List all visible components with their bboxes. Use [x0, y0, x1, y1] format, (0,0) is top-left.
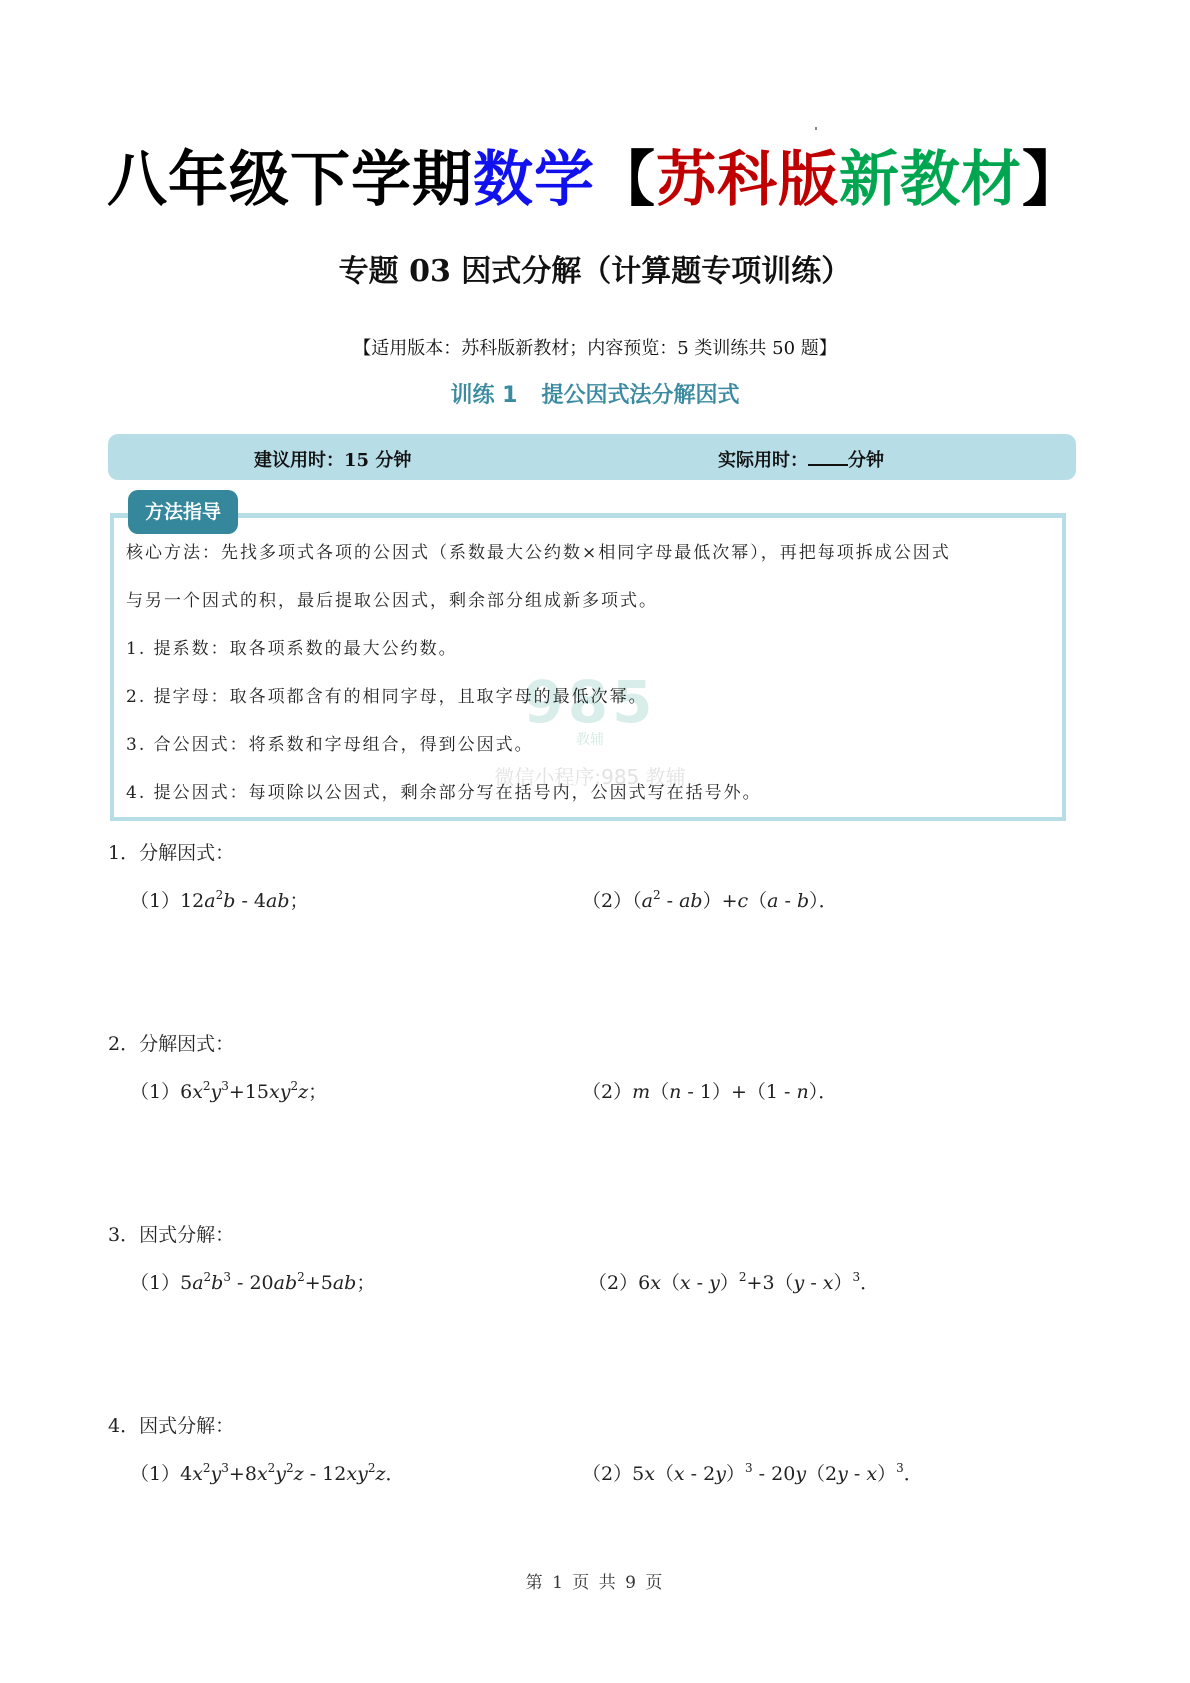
time-bar: [108, 434, 1076, 480]
method-step-2: 2. 提字母：取各项都含有的相同字母，且取字母的最低次幂。: [126, 687, 648, 707]
scope-note: 【适用版本：苏科版新教材；内容预览：5 类训练共 50 题】: [353, 338, 837, 359]
section-label: 训练 1: [450, 383, 518, 408]
method-step-3: 3. 合公因式：将系数和字母组合，得到公因式。: [126, 735, 534, 755]
part-label: （1）: [130, 1081, 181, 1103]
section-title: [0, 378, 1190, 409]
question-number: 1．: [108, 842, 140, 864]
question-2-part-2: [582, 1077, 837, 1104]
method-core-line-2: 与另一个因式的积，最后提取公因式，剩余部分组成新多项式。: [126, 591, 658, 611]
part-label: （2）: [588, 1272, 639, 1294]
title-part-bracket-open: 【: [595, 145, 656, 215]
watermark-number: 985: [523, 668, 657, 736]
part-expression: 6x（x - y）$^2$+3（y - x）$^3$．: [638, 1270, 880, 1294]
watermark-text: 微信小程序:985 教辅: [494, 765, 686, 789]
question-1-heading: [108, 838, 234, 865]
question-number: 3．: [108, 1224, 140, 1246]
question-prompt: 因式分解：: [139, 1224, 235, 1246]
part-expression: m（n - 1）+（1 - n）．: [632, 1081, 838, 1103]
title-part-grade: 八年级下学期: [107, 145, 473, 215]
actual-time-label: 实际用时：: [718, 450, 808, 471]
part-label: （1）: [130, 1463, 181, 1485]
part-expression: 5x（x - 2y）$^3$ - 20y（2y - x）$^3$．: [632, 1461, 923, 1485]
stray-dot: [815, 127, 817, 130]
watermark-sub: 教辅: [576, 732, 604, 748]
question-number: 2．: [108, 1033, 140, 1055]
question-1-part-2: [582, 886, 838, 913]
topic-subtitle: 专题 03 因式分解（计算题专项训练）: [338, 254, 852, 289]
part-label: （2）: [582, 1463, 633, 1485]
title-part-bracket-close: 】: [1022, 145, 1083, 215]
part-expression: $(a^2 - ab)+c(a - b)$．: [632, 888, 838, 912]
method-step-4: 4. 提公因式：每项除以公因式，剩余部分写在括号内，公因式写在括号外。: [126, 783, 762, 803]
actual-time: [718, 446, 884, 472]
part-label: （2）: [582, 1081, 633, 1103]
question-prompt: 分解因式：: [139, 1033, 235, 1055]
question-3-heading: [108, 1220, 234, 1247]
title-part-publisher: 苏科版: [656, 145, 839, 215]
actual-time-unit: 分钟: [848, 450, 884, 471]
question-3-part-2: [588, 1268, 879, 1295]
part-label: （1）: [130, 1272, 181, 1294]
method-core-line-1: 核心方法：先找多项式各项的公因式（系数最大公约数×相同字母最低次幂），再把每项拆成公因式: [126, 543, 951, 563]
method-guide-tag: 方法指导: [128, 490, 238, 534]
part-expression: $6x^2y^3+15xy^2z$；: [180, 1079, 328, 1103]
question-2-heading: [108, 1029, 234, 1056]
question-4-part-2: [582, 1459, 923, 1486]
suggested-time: 建议用时：15 分钟: [254, 450, 412, 471]
title-part-edition: 新教材: [839, 145, 1022, 215]
part-label: （2）: [582, 890, 633, 912]
question-number: 4．: [108, 1415, 140, 1437]
part-expression: $4x^2y^3+8x^2y^2z - 12xy^2z$．: [180, 1461, 405, 1485]
question-3-part-1: [130, 1268, 375, 1295]
part-expression: $12a^2b - 4ab$；: [180, 888, 309, 912]
question-4-part-1: [130, 1459, 405, 1486]
page-number: 第 1 页 共 9 页: [525, 1573, 665, 1593]
document-title: [0, 140, 1190, 220]
question-4-heading: [108, 1411, 234, 1438]
question-2-part-1: [130, 1077, 327, 1104]
title-part-subject: 数学: [473, 145, 595, 215]
question-prompt: 因式分解：: [139, 1415, 235, 1437]
part-label: （1）: [130, 890, 181, 912]
actual-time-blank: [808, 448, 848, 466]
method-step-1: 1. 提系数：取各项系数的最大公约数。: [126, 639, 458, 659]
question-prompt: 分解因式：: [139, 842, 235, 864]
question-1-part-1: [130, 886, 309, 913]
part-expression: $5a^2b^3 - 20ab^2+5ab$；: [180, 1270, 376, 1294]
section-name: 提公因式法分解因式: [541, 383, 740, 408]
